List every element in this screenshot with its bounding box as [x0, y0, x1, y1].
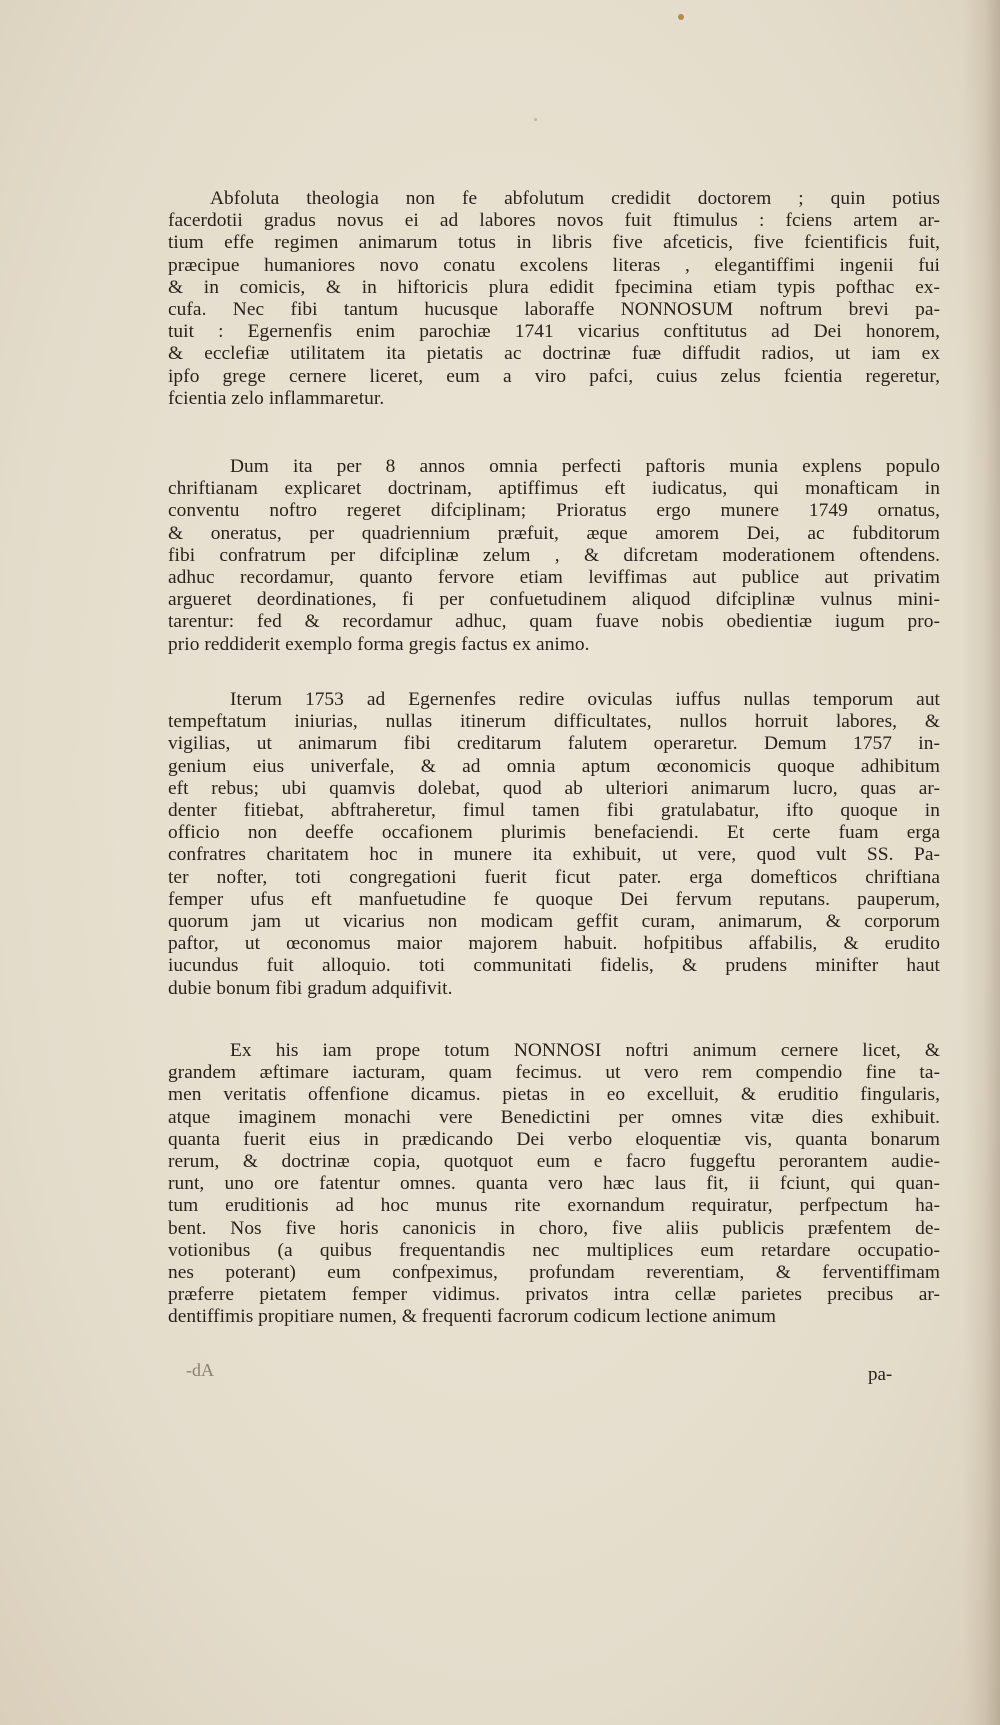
text-line: eft rebus; ubi quamvis dolebat, quod ab ulteriori animarum lucro, quas ar-	[168, 777, 940, 799]
text-line: fcientia zelo inflammaretur.	[168, 387, 385, 409]
text-line: quorum jam ut vicarius non modicam geffit curam, animarum, & corporum	[168, 911, 940, 933]
paragraph-1	[168, 188, 940, 410]
text-line: dentiffimis propitiare numen, & frequenti facrorum codicum lectione animum	[168, 1306, 777, 1328]
text-line: præferre pietatem femper vidimus. privatos intra cellæ parietes precibus ar-	[168, 1284, 940, 1306]
text-line: tempeftatum iniurias, nullas itinerum difficultates, nullos horruit labores, &	[168, 711, 940, 733]
text-line: Ex his iam prope totum NONNOSI noftri animum cernere licet, &	[230, 1040, 940, 1061]
text-line: femper ufus eft manfuetudine fe quoque Dei fervum reputans. pauperum,	[168, 888, 940, 910]
text-line: runt, uno ore fatentur omnes. quanta vero hæc laus fit, ii fciunt, qui quan-	[168, 1173, 940, 1195]
text-line: præcipue humaniores novo conatu excolens literas , elegantiffimi ingenii fui	[168, 254, 940, 276]
text-line: ipfo grege cernere liceret, eum a viro pafci, cuius zelus fcientia regeretur,	[168, 365, 940, 387]
text-line: fibi confratrum per difciplinæ zelum , & difcretam moderationem oftendens.	[168, 544, 940, 566]
catchword: pa-	[868, 1364, 893, 1385]
text-line: vigilias, ut animarum fibi creditarum falutem operaretur. Demum 1757 in-	[168, 733, 940, 755]
text-line: tuit : Egernenfis enim parochiæ 1741 vicarius conftitutus ad Dei honorem,	[168, 321, 940, 343]
text-line: & in comicis, & in hiftoricis plura edidit fpecimina etiam typis pofthac ex-	[168, 276, 940, 298]
text-line: quanta fuerit eius in prædicando Dei verbo eloquentiæ vis, quanta bonarum	[168, 1128, 940, 1150]
text-line: atque imaginem monachi vere Benedictini per omnes vitæ dies exhibuit.	[168, 1106, 940, 1128]
text-line: grandem æftimare iacturam, quam fecimus. ut vero rem compendio fine ta-	[168, 1062, 940, 1084]
text-line: adhuc recordamur, quanto fervore etiam leviffimas aut publice aut privatim	[168, 567, 940, 589]
text-line: officio non deeffe occafionem plurimis benefaciendi. Et certe fuam erga	[168, 822, 940, 844]
text-line: tarentur: fed & recordamur adhuc, quam fuave nobis obedientiæ iugum pro-	[168, 611, 940, 633]
text-line: bent. Nos five horis canonicis in choro, five aliis publicis præfentem de-	[168, 1217, 940, 1239]
text-line: conventu noftro regeret difciplinam; Prioratus ergo munere 1749 ornatus,	[168, 500, 940, 522]
ink-speck	[678, 14, 684, 20]
text-line: votionibus (a quibus frequentandis nec multiplices eum retardare occupatio-	[168, 1239, 940, 1261]
text-line: denter fitiebat, abftraheretur, fimul tamen fibi gratulabatur, ifto quoque in	[168, 800, 940, 822]
ink-speck	[534, 118, 537, 121]
paragraph-2	[168, 456, 940, 656]
text-line: Abfoluta theologia non fe abfolutum credidit doctorem ; quin potius	[210, 188, 940, 209]
text-line: tium effe regimen animarum totus in libris five afceticis, five fcientificis fuit,	[168, 232, 940, 254]
text-line: argueret deordinationes, fi per confuetudinem aliquod difciplinæ vulnus mini-	[168, 589, 940, 611]
text-line: men veritatis offenfione dicamus. pietas in eo excelluit, & eruditio fingularis,	[168, 1084, 940, 1106]
text-line: tum eruditionis ad hoc munus rite exornandum requiratur, perfpectum ha-	[168, 1195, 940, 1217]
text-line: dubie bonum fibi gradum adquifivit.	[168, 977, 453, 999]
text-line: Iterum 1753 ad Egernenfes redire oviculas iuffus nullas temporum aut	[230, 689, 940, 710]
text-line: facerdotii gradus novus ei ad labores novos fuit ftimulus : fciens artem ar-	[168, 210, 940, 232]
text-line: & oneratus, per quadriennium præfuit, æque amorem Dei, ac fubditorum	[168, 522, 940, 544]
text-line: chriftianam explicaret doctrinam, aptiffimus eft iudicatus, qui monafticam in	[168, 478, 940, 500]
page-edge-shadow	[962, 0, 1000, 1725]
text-line: prio reddiderit exemplo forma gregis factus ex animo.	[168, 633, 590, 655]
text-line: iucundus fuit alloquio. toti communitati fidelis, & prudens minifter haut	[168, 955, 940, 977]
text-line: rerum, & doctrinæ copia, quotquot eum e facro fuggeftu perorantem audie-	[168, 1151, 940, 1173]
text-line: Dum ita per 8 annos omnia perfecti paftoris munia explens populo	[230, 456, 940, 477]
margin-mark: -dA	[186, 1360, 214, 1380]
paragraph-4	[168, 1040, 940, 1329]
text-line: nes poterant) eum confpeximus, profundam reverentiam, & ferventiffimam	[168, 1262, 940, 1284]
text-line: confratres charitatem hoc in munere ita exhibuit, ut vere, quod vult SS. Pa-	[168, 844, 940, 866]
text-line: & ecclefiæ utilitatem ita pietatis ac doctrinæ fuæ diffudit radios, ut iam ex	[168, 343, 940, 365]
text-line: paftor, ut œconomus maior majorem habuit. hofpitibus affabilis, & erudito	[168, 933, 940, 955]
paragraph-3	[168, 689, 940, 1000]
text-line: genium eius univerfale, & ad omnia aptum œconomicis quoque adhibitum	[168, 755, 940, 777]
text-line: cufa. Nec fibi tantum hucusque laboraffe NONNOSUM noftrum brevi pa-	[168, 299, 940, 321]
text-line: ter nofter, toti congregationi fuerit ficut pater. erga domefticos chriftiana	[168, 866, 940, 888]
